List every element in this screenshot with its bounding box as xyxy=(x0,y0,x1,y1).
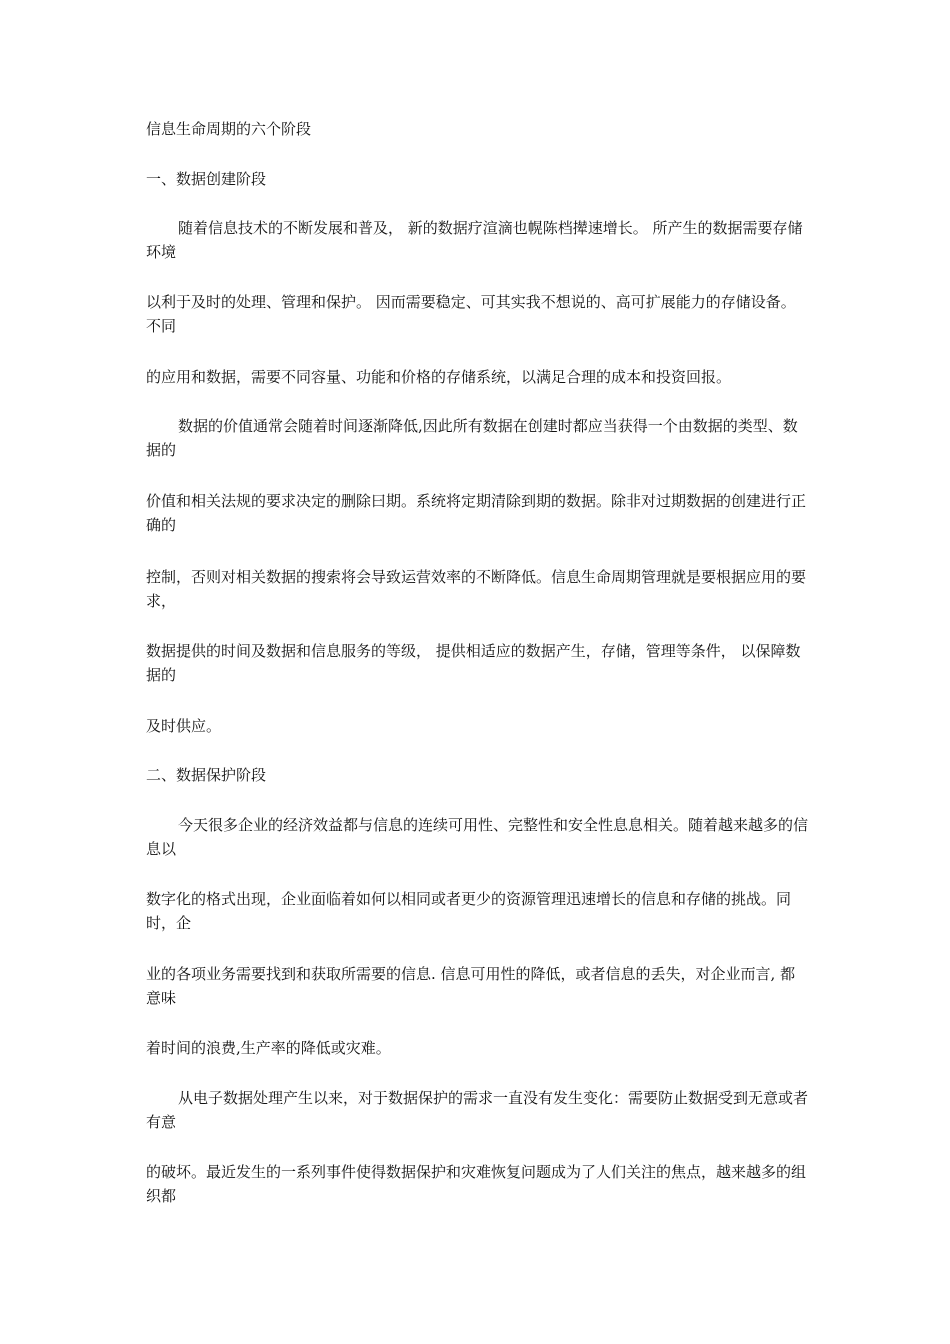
paragraph: 数据的价值通常会随着时间逐渐降低,因此所有数据在创建时都应当获得一个由数据的类型、数据的 xyxy=(146,417,798,459)
paragraph: 随着信息技术的不断发展和普及， 新的数据疗渲滴也幌陈档撵速增长。 所产生的数据需要存储环境 xyxy=(146,219,803,261)
paragraph: 今天很多企业的经济效益都与信息的连续可用性、完整性和安全性息息相关。随着越来越多的信息以 xyxy=(146,816,809,858)
paragraph: 以利于及时的处理、管理和保护。 因而需要稳定、可其实我不想说的、高可扩展能力的存储设备。 不同 xyxy=(146,293,796,335)
paragraph: 控制，否则对相关数据的搜索将会导致运营效率的不断降低。信息生命周期管理就是要根据应用的要求， xyxy=(146,568,807,610)
section-heading-creation: 一、数据创建阶段 xyxy=(146,170,267,188)
paragraph: 及时供应。 xyxy=(146,717,222,735)
paragraph: 的破坏。最近发生的一系列事件使得数据保护和灾难恢复问题成为了人们关注的焦点，越来越多的组织都 xyxy=(146,1163,807,1205)
paragraph: 数字化的格式出现，企业面临着如何以相同或者更少的资源管理迅速增长的信息和存储的挑战。同时，企 xyxy=(146,890,792,932)
document-title: 信息生命周期的六个阶段 xyxy=(146,120,312,138)
paragraph: 从电子数据处理产生以来，对于数据保护的需求一直没有发生变化：需要防止数据受到无意或者有意 xyxy=(146,1089,809,1131)
paragraph: 价值和相关法规的要求决定的删除曰期。系统将定期清除到期的数据。除非对过期数据的创建进行正确的 xyxy=(146,492,807,534)
paragraph: 的应用和数据，需要不同容量、功能和价格的存储系统，以满足合理的成本和投资回报。 xyxy=(146,368,732,386)
paragraph: 着时间的浪费,生产率的降低或灾难。 xyxy=(146,1039,391,1057)
paragraph: 业的各项业务需要找到和获取所需要的信息. 信息可用性的降低，或者信息的丢失，对企业而言, 都意味 xyxy=(146,965,796,1007)
paragraph: 数据提供的时间及数据和信息服务的等级， 提供相适应的数据产生，存储，管理等条件， 以保障数据的 xyxy=(146,642,801,684)
section-heading-protection: 二、数据保护阶段 xyxy=(146,766,267,784)
